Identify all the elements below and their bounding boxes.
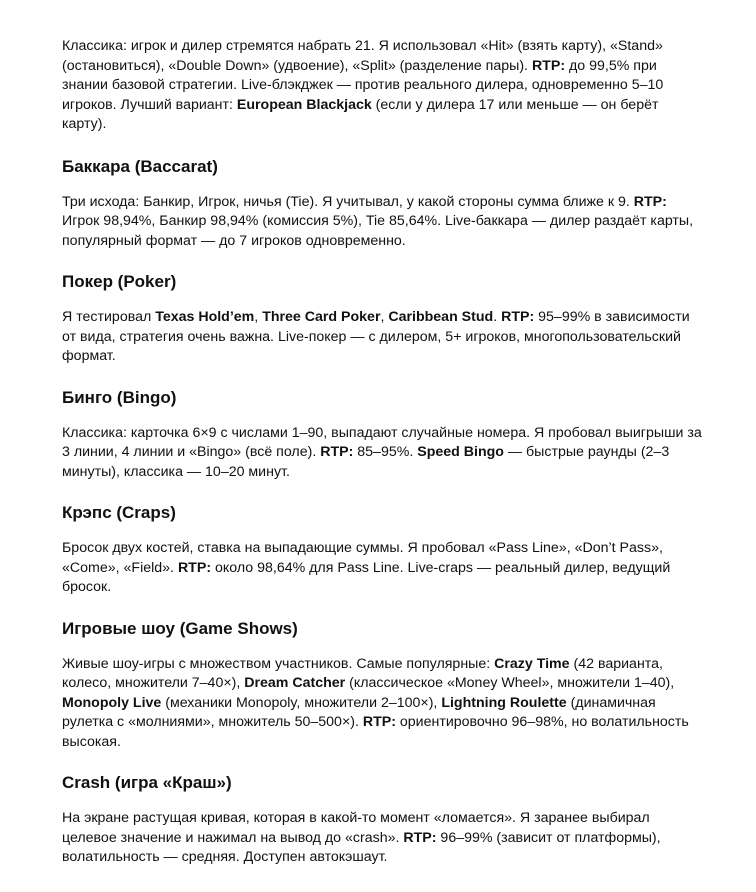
game-shows-rtp-label: RTP: (362, 714, 396, 730)
bingo-speed-bingo: Speed Bingo (417, 444, 504, 460)
poker-text-8: 95–99% в зависимости от вида, стратегия очень важна. Live-покер — с дилером, 5+ игроков, многопользовательский формат. (62, 309, 690, 364)
craps-text-0: Бросок двух костей, ставка на выпадающие суммы. Я пробовал «Pass Line», «Don’t Pass», «Come», «Field». (62, 540, 663, 576)
bingo-rtp-label: RTP: (320, 444, 354, 460)
game-shows-text-2: (42 варианта, колесо, множители 7–40×), (62, 655, 663, 691)
game-shows-text-4: (классическое «Money Wheel», множители 1–40), (345, 675, 675, 691)
bingo-heading: Бинго (Bingo) (62, 387, 177, 407)
game-shows-text-10: ориентировочно 96–98%, но волатильность высокая. (62, 714, 689, 750)
intro-european-blackjack: European Blackjack (236, 96, 372, 113)
bingo-text-4: — быстрые раунды (2–3 минуты), классика — 10–20 минут. (62, 444, 670, 480)
game-shows-heading: Игровые шоу (Game Shows) (62, 618, 298, 638)
game-shows-crazy-time: Crazy Time (494, 655, 570, 672)
game-shows-text-8: (динамичная рулетка с «молниями», множитель 50–500×). (62, 694, 656, 730)
poker-paragraph (62, 308, 702, 367)
baccarat-paragraph (62, 193, 702, 252)
poker-text-4: , (380, 309, 389, 325)
crash-text-0: На экране растущая кривая, которая в какой-то момент «ломается». Я заранее выбирал целевое значение и нажимал на вывод до «crash». (62, 810, 650, 846)
poker-three-card: Three Card Poker (262, 309, 381, 325)
game-shows-text-6: (механики Monopoly, множители 2–100×), (161, 694, 442, 711)
baccarat-text-2: Игрок 98,94%, Банкир 98,94% (комиссия 5%), Tie 85,64%. Live-баккара — дилер раздаёт карты, популярный формат — до 7 игроков одновременно. (62, 213, 694, 249)
bingo-text-0: Классика: карточка 6×9 с числами 1–90, выпадают случайные номера. Я пробовал выигрыши за 3 линии, 4 линии и «Bingo» (всё поле). (62, 424, 702, 460)
intro-rtp-label: RTP: (531, 57, 566, 74)
intro-paragraph (62, 37, 702, 135)
crash-text-2: 96–99% (зависит от платформы), волатильность — средняя. Доступен автокэшаут. (62, 829, 661, 865)
crash-rtp-label: RTP: (403, 829, 437, 846)
poker-rtp-label: RTP: (501, 309, 535, 325)
baccarat-text-0: Три исхода: Банкир, Игрок, ничья (Tie). Я учитывал, у какой стороны сумма ближе к 9. (62, 193, 634, 210)
baccarat-heading: Баккара (Baccarat) (62, 156, 218, 176)
craps-heading: Крэпс (Craps) (62, 503, 176, 522)
bingo-paragraph (62, 424, 702, 483)
crash-heading: Crash (игра «Краш») (62, 773, 232, 792)
poker-caribbean-stud: Caribbean Stud (388, 309, 494, 325)
poker-texas-holdem: Texas Hold’em (155, 309, 255, 325)
game-shows-monopoly-live: Monopoly Live (62, 694, 162, 711)
poker-text-2: , (254, 309, 263, 325)
article-body (62, 37, 702, 868)
game-shows-text-0: Живые шоу-игры с множеством участников. Самые популярные: (62, 655, 495, 672)
baccarat-rtp-label: RTP: (633, 193, 667, 210)
craps-rtp-label: RTP: (177, 559, 212, 576)
crash-paragraph (62, 809, 702, 868)
intro-text-2: до 99,5% при знании базовой стратегии. Live-блэкджек — против реального дилера, одновременно 5–10 игроков. Лучший вариант: (62, 57, 664, 113)
craps-paragraph (62, 539, 702, 598)
poker-heading: Покер (Poker) (62, 272, 177, 291)
game-shows-lightning-roulette: Lightning Roulette (441, 694, 567, 711)
game-shows-paragraph (62, 655, 702, 753)
game-shows-dream-catcher: Dream Catcher (244, 675, 346, 691)
poker-text-0: Я тестировал (62, 309, 156, 325)
bingo-text-2: 85–95%. (353, 444, 418, 460)
craps-text-2: около 98,64% для Pass Line. Live-craps — реальный дилер, ведущий бросок. (62, 559, 671, 595)
intro-text-0: Классика: игрок и дилер стремятся набрать 21. Я использовал «Hit» (взять карту), «Stand» (остановиться), «Double Down» (удвоение), «Split» (разделение пары). (62, 38, 663, 74)
poker-text-6: . (493, 309, 502, 325)
intro-text-4: (если у дилера 17 или меньше — он берёт карту). (62, 96, 659, 132)
